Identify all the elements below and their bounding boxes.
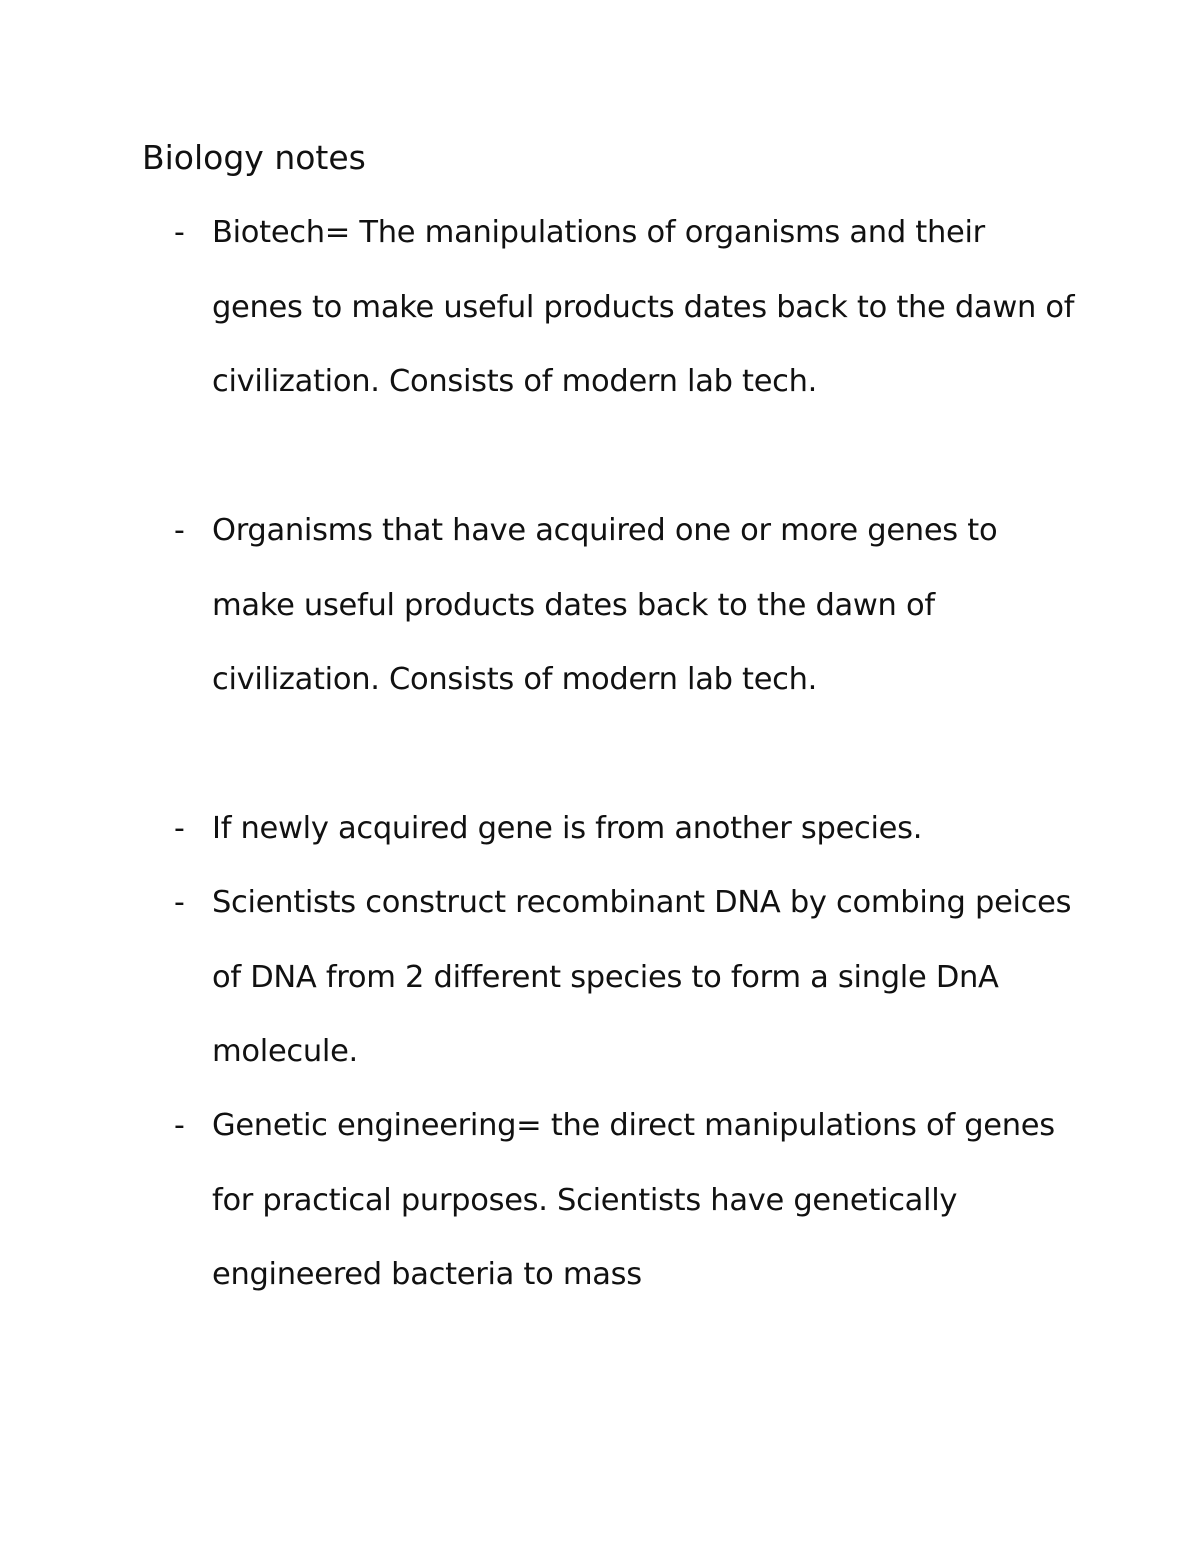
bullet-dash: -	[174, 885, 185, 920]
list-item-text: If newly acquired gene is from another species.	[212, 811, 923, 846]
list-item-text: Scientists construct recombinant DNA by combing peices of DNA from 2 different species to form a single DnA molecule.	[212, 885, 1072, 1069]
page-title: Biology notes	[142, 138, 366, 177]
bullet-dash: -	[174, 513, 185, 548]
bullet-dash: -	[174, 215, 185, 250]
list-item-text: Genetic engineering= the direct manipulations of genes for practical purposes. Scientists have genetically engineered bacteria to mass	[212, 1108, 1055, 1292]
list-item-text: Organisms that have acquired one or more genes to make useful products dates back to the dawn of civilization. Consists of modern lab tech.	[212, 513, 998, 697]
bullet-dash: -	[174, 1108, 185, 1143]
list-item-text: Biotech= The manipulations of organisms and their genes to make useful products dates back to the dawn of civilization. Consists of modern lab tech.	[212, 215, 1075, 399]
bullet-dash: -	[174, 811, 185, 846]
